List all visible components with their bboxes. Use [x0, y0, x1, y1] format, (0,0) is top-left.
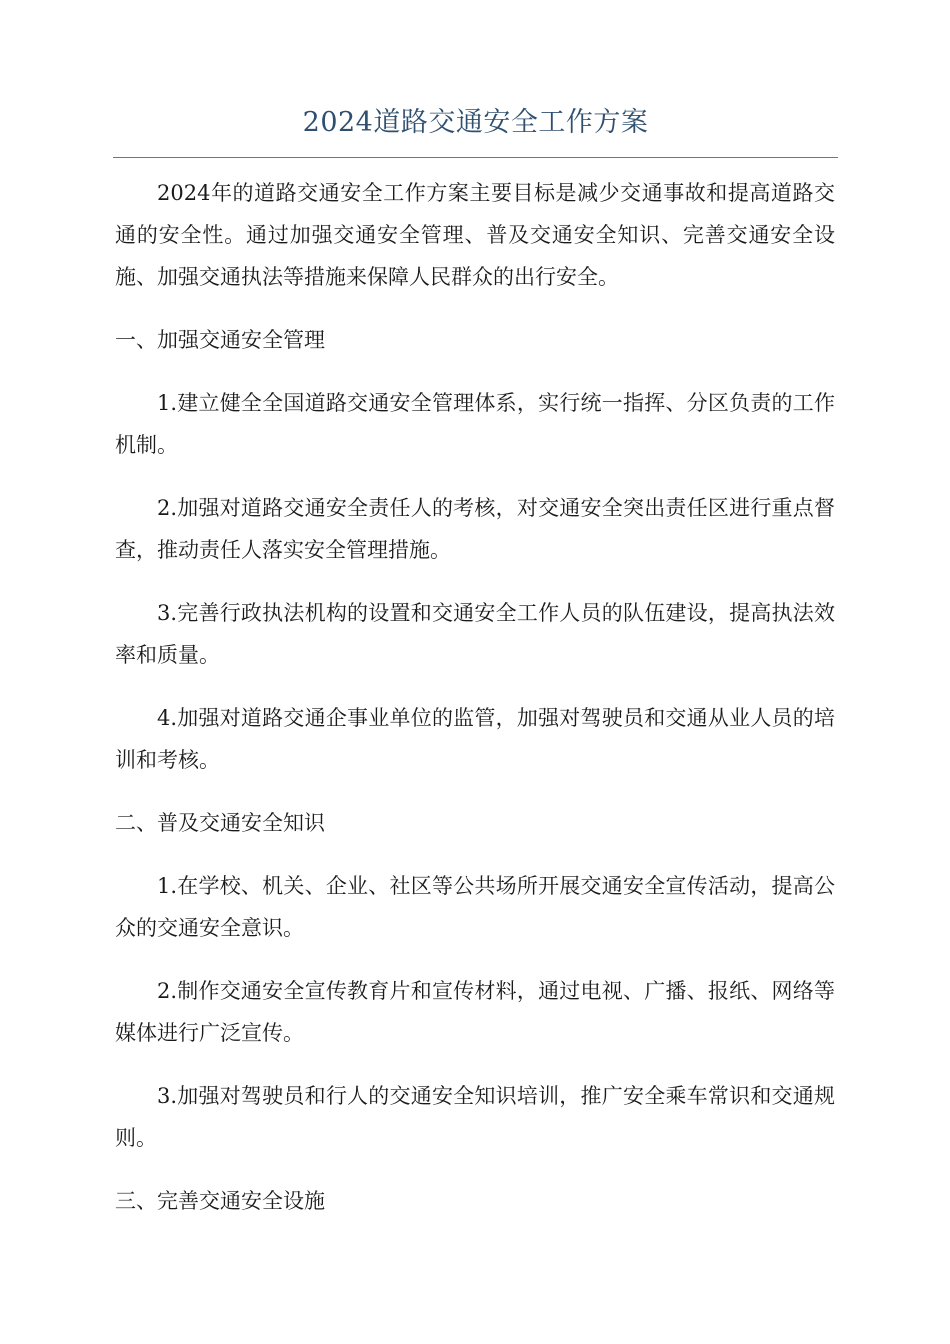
document-title: 2024道路交通安全工作方案: [302, 107, 649, 138]
section-item: 2.加强对道路交通安全责任人的考核，对交通安全突出责任区进行重点督查，推动责任人落实安全管理措施。: [115, 496, 835, 562]
section-heading: 二、普及交通安全知识: [115, 811, 325, 835]
section-item: 3.加强对驾驶员和行人的交通安全知识培训，推广安全乘车常识和交通规则。: [115, 1084, 835, 1150]
document-body: [115, 172, 835, 1243]
section-item: 4.加强对道路交通企事业单位的监管，加强对驾驶员和交通从业人员的培训和考核。: [115, 706, 835, 772]
title-divider: [113, 157, 838, 158]
intro-paragraph: 2024年的道路交通安全工作方案主要目标是减少交通事故和提高道路交通的安全性。通过加强交通安全管理、普及交通安全知识、完善交通安全设施、加强交通执法等措施来保障人民群众的出行安全。: [115, 181, 835, 289]
section-item: 1.建立健全全国道路交通安全管理体系，实行统一指挥、分区负责的工作机制。: [115, 391, 835, 457]
section-item: 3.完善行政执法机构的设置和交通安全工作人员的队伍建设，提高执法效率和质量。: [115, 601, 835, 667]
section-item: 1.在学校、机关、企业、社区等公共场所开展交通安全宣传活动，提高公众的交通安全意识。: [115, 874, 835, 940]
section-item: 2.制作交通安全宣传教育片和宣传材料，通过电视、广播、报纸、网络等媒体进行广泛宣传。: [115, 979, 835, 1045]
section-heading: 一、加强交通安全管理: [115, 328, 325, 352]
section-heading: 三、完善交通安全设施: [115, 1189, 325, 1213]
